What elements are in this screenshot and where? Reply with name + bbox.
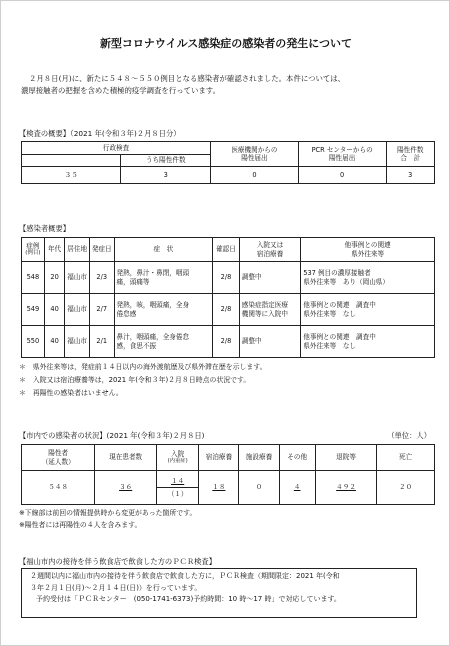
value-hospitalized: [156, 471, 198, 505]
note-line: ※下線部は前回の情報提供時から変更があった箇所です。: [19, 509, 197, 517]
header-age: 年代: [44, 238, 65, 262]
cell-hospital: 調整中: [239, 262, 301, 294]
value-positive: 3: [121, 167, 211, 184]
header-confirmed: 確認日: [213, 238, 240, 262]
header-case-line: 症例: [26, 241, 40, 250]
cell-case: 549: [22, 294, 45, 326]
cell-onset: 2/3: [89, 262, 114, 294]
value-facility: ０: [239, 471, 279, 505]
case-notes: [19, 361, 439, 400]
value-positive-count: ５４８: [22, 471, 95, 505]
unit-label: （単位：人）: [387, 431, 431, 440]
header-medical-line: 陽性届出: [241, 154, 268, 162]
header-hospital-line: 入院又は: [256, 241, 284, 250]
header-relation-line: 県外往来等: [351, 249, 385, 258]
cell-confirmed: 2/8: [213, 294, 240, 326]
relation-line: 県外往来等 あり（岡山県）: [303, 277, 389, 286]
header-symptoms: 症 状: [114, 238, 213, 262]
header-positive-line: （延人数）: [41, 457, 75, 466]
header-relation-line: 他事例との関連: [344, 241, 391, 250]
header-case-line: (例目): [25, 250, 41, 257]
gov-spacer: [22, 155, 121, 167]
header-hospital: [239, 238, 301, 262]
header-current: 現在患者数: [95, 445, 157, 471]
status-table: [21, 444, 435, 505]
value-other: [279, 471, 315, 505]
cell-case: 550: [22, 326, 45, 358]
header-facility: 施設療養: [239, 445, 279, 471]
header-relation: [301, 238, 435, 262]
note-line: ※陽性者には再陽性の４人を含みます。: [19, 521, 142, 529]
cases-table: [21, 237, 435, 358]
cell-symptoms: [114, 326, 213, 358]
symptoms-line: 発熱，鼻汁・鼻閉，咽頭: [116, 269, 190, 278]
cell-onset: 2/7: [89, 294, 114, 326]
header-medical: [211, 142, 299, 167]
value-death: ２０: [377, 471, 435, 505]
pcr-line: ２週間以内に福山市内の接待を伴う飲食店で飲食した方に，ＰＣＲ検査（期間限定：2021 年(令和: [30, 572, 340, 580]
symptoms-line: 鼻汁，咽頭痛，全身倦怠: [116, 333, 190, 342]
hospital-line: 感染症指定医療: [241, 301, 288, 310]
value-hotel-text: １８: [212, 483, 226, 492]
header-medical-line: 医療機関からの: [231, 145, 278, 154]
cell-relation: [301, 294, 435, 326]
note-line: ＊ 県外往来等は，発症前１４日以内の海外渡航歴及び県外滞在歴を示します。: [19, 363, 267, 371]
relation-line: 県外往来等 なし: [303, 341, 357, 350]
header-total-line: 陽性件数: [397, 145, 424, 154]
cell-age: 40: [44, 294, 65, 326]
header-hospital-label: 入院: [171, 450, 185, 459]
inspection-table: [21, 141, 435, 184]
cell-residence: 福山市: [65, 294, 90, 326]
cell-symptoms: [114, 294, 213, 326]
header-hospitalized: [156, 445, 198, 471]
value-discharged: [315, 471, 377, 505]
cell-onset: 2/1: [89, 326, 114, 358]
value-hospital-text: １４: [171, 476, 185, 485]
page-title: 新型コロナウイルス感染症の感染者の発生について: [99, 37, 353, 50]
symptoms-line: 倦怠感: [116, 309, 137, 318]
table-row: [22, 326, 435, 358]
header-pcr: [298, 142, 386, 167]
cell-hospital: 調整中: [239, 326, 301, 358]
cases-heading: 【感染者概要】: [19, 224, 71, 233]
header-hospital-line: 宿泊療養: [256, 249, 284, 258]
cell-residence: 福山市: [65, 262, 90, 294]
value-severe-text: （１）: [167, 490, 188, 498]
cell-symptoms: [114, 262, 213, 294]
header-death: 死亡: [377, 445, 435, 471]
header-positive-count: [22, 445, 95, 471]
cell-relation: [301, 326, 435, 358]
pcr-box-heading: 【福山市内の接待を伴う飲食店で飲食した方のＰＣＲ検査】: [19, 557, 217, 566]
symptoms-line: 痛，頭痛等: [116, 277, 150, 286]
symptoms-line: 感，食思不振: [116, 341, 157, 350]
header-gov: 行政検査: [22, 142, 211, 155]
header-total: [386, 142, 434, 167]
cell-age: 20: [44, 262, 65, 294]
header-case: [22, 238, 45, 262]
cell-case: 548: [22, 262, 45, 294]
cell-confirmed: 2/8: [213, 262, 240, 294]
value-total: 3: [386, 167, 434, 184]
pcr-box: [21, 568, 417, 618]
status-heading: 【市内での感染者の状況】(2021 年(令和３年)２月８日): [19, 431, 205, 440]
cell-hospital: [239, 294, 301, 326]
value-current: [95, 471, 157, 505]
symptoms-line: 発熱，咳，咽頭痛，全身: [116, 301, 190, 310]
value-medical: 0: [211, 167, 299, 184]
status-notes: [19, 507, 439, 531]
relation-line: 他事例との関連 調査中: [303, 333, 376, 342]
relation-line: 他事例との関連 調査中: [303, 301, 376, 310]
note-line: ＊ 再陽性の感染者はいません。: [19, 389, 123, 397]
header-residence: 居住地: [65, 238, 90, 262]
header-positive: うち陽性件数: [121, 155, 211, 167]
pcr-line: 予約受付は「ＰＣＲセンター (050-1741-6373)予約時間：10 時～17 時」で対応しています。: [36, 595, 341, 603]
intro-line: 濃厚接触者の把握を含めた積極的疫学調査を行っています。: [21, 86, 220, 95]
value-gov: ３５: [22, 167, 121, 184]
header-hotel: 宿泊療養: [199, 445, 239, 471]
header-pcr-line: PCR センターからの: [311, 145, 373, 154]
inspection-heading: 【検査の概要】（2021 年(令和３年)２月８日分）: [19, 129, 181, 138]
header-pcr-line: 陽性届出: [328, 154, 356, 162]
header-positive-line: 陽性者: [48, 449, 69, 458]
table-row: [22, 262, 435, 294]
header-onset: 発症日: [89, 238, 114, 262]
hospital-line: 機関等に入院中: [241, 309, 288, 318]
value-other-text: ４: [293, 483, 301, 492]
cell-relation: [301, 262, 435, 294]
intro-line: ２月８日(月)に、新たに５４８～５５０例目となる感染者が確認されました。本件については、: [29, 74, 346, 83]
relation-line: 537 例目の濃厚接触者: [303, 269, 371, 278]
intro-text: [21, 73, 431, 97]
cell-age: 40: [44, 326, 65, 358]
header-discharged: 退院等: [315, 445, 377, 471]
value-pcr: 0: [298, 167, 386, 184]
cell-confirmed: 2/8: [213, 326, 240, 358]
header-total-line: 合 計: [400, 154, 421, 162]
table-row: [22, 294, 435, 326]
note-line: ＊ 入院又は宿泊療養等は，2021 年(令和３年)２月８日時点の状況です。: [19, 376, 251, 384]
value-discharged-text: ４９２: [336, 483, 356, 492]
header-other: その他: [279, 445, 315, 471]
relation-line: 県外往来等 なし: [303, 309, 357, 318]
header-hospital-sub: (内重症): [167, 458, 188, 465]
cell-residence: 福山市: [65, 326, 90, 358]
value-hotel: [199, 471, 239, 505]
value-current-text: ３６: [119, 483, 133, 492]
pcr-line: ３年２月１日(月)～２月１４日(日)）を行っています。: [30, 583, 202, 592]
